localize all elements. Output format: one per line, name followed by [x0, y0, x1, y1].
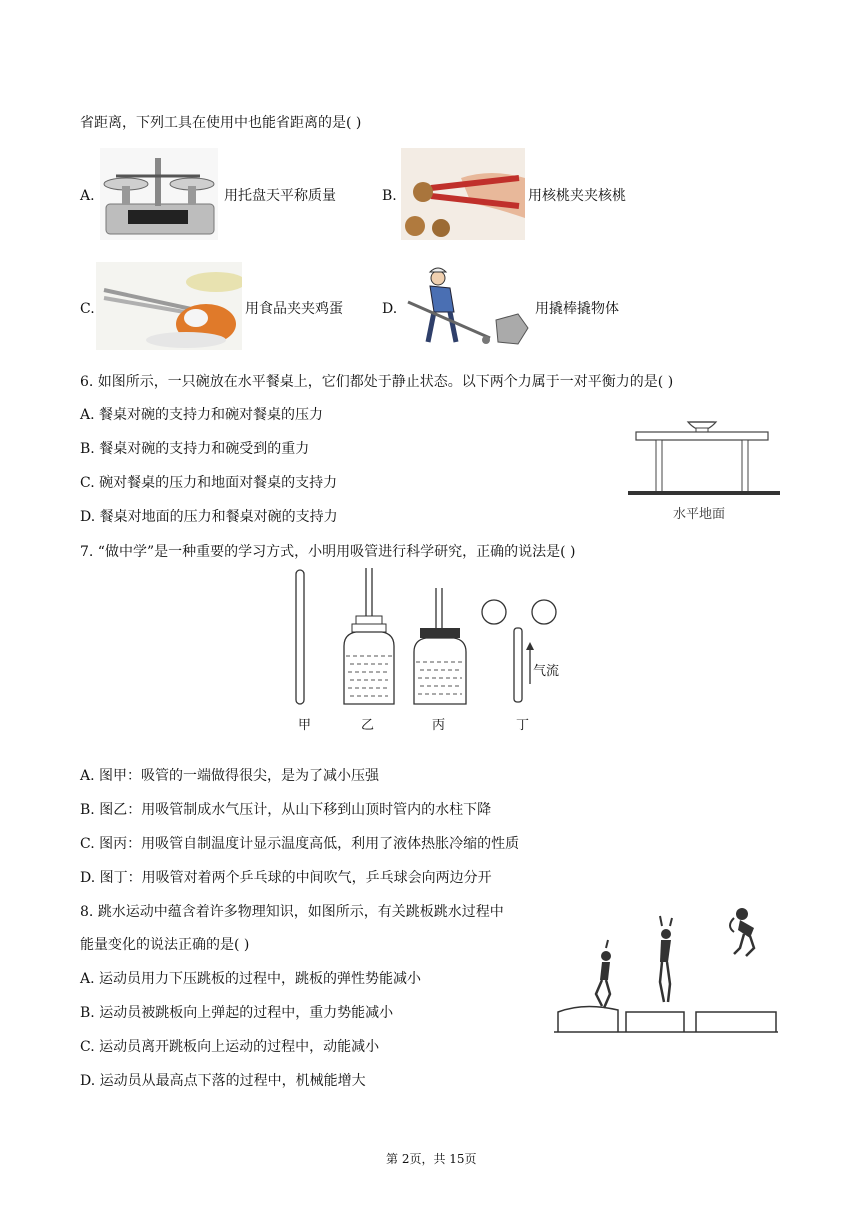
q5-option-c-text: 用食品夹夹鸡蛋 — [245, 301, 343, 317]
q7-option-a: A. 图甲：吸管的一端做得很尖，是为了减小压强 — [80, 768, 380, 784]
q8-stem-line2: 能量变化的说法正确的是( ) — [80, 937, 250, 953]
q8-option-c: C. 运动员离开跳板向上运动的过程中，动能减小 — [80, 1039, 380, 1055]
q7-option-c: C. 图丙：用吸管自制温度计显示温度高低，利用了液体热胀冷缩的性质 — [80, 836, 520, 852]
q8-option-d: D. 运动员从最高点下落的过程中，机械能增大 — [80, 1073, 366, 1089]
q6-option-b: B. 餐桌对碗的支持力和碗受到的重力 — [80, 441, 310, 457]
figure-label-bing: 丙 — [432, 718, 446, 733]
q7-option-d: D. 图丁：用吸管对着两个乒乓球的中间吹气，乒乓球会向两边分开 — [80, 870, 492, 886]
q5-option-d-letter: D. — [382, 301, 398, 317]
q5-option-b-text: 用核桃夹夹核桃 — [528, 188, 626, 204]
q5-option-d-text: 用撬棒撬物体 — [535, 301, 619, 317]
q6-option-c: C. 碗对餐桌的压力和地面对餐桌的支持力 — [80, 475, 338, 491]
figure-label-jia: 甲 — [298, 718, 312, 733]
diving-board-figure — [554, 902, 780, 1036]
q6-stem: 6. 如图所示，一只碗放在水平餐桌上，它们都处于静止状态。以下两个力属于一对平衡力的是( ) — [80, 374, 674, 390]
horizontal-ground-label: 水平地面 — [673, 507, 726, 522]
figure-label-yi: 乙 — [361, 718, 375, 733]
crowbar-worker-image — [400, 262, 530, 352]
airflow-label: 气流 — [533, 664, 560, 679]
q5-option-b-letter: B. — [382, 188, 397, 204]
figure-label-ding: 丁 — [516, 718, 530, 733]
bowl-on-table-figure — [626, 408, 782, 498]
q5-option-c-letter: C. — [80, 301, 95, 317]
q5-intro: 省距离，下列工具在使用中也能省距离的是( ) — [80, 115, 362, 131]
q8-option-a: A. 运动员用力下压跳板的过程中，跳板的弹性势能减小 — [80, 971, 422, 987]
q6-option-d: D. 餐桌对地面的压力和餐桌对碗的支持力 — [80, 509, 338, 525]
q8-option-b: B. 运动员被跳板向上弹起的过程中，重力势能减小 — [80, 1005, 394, 1021]
q8-stem-line1: 8. 跳水运动中蕴含着许多物理知识，如图所示，有关跳板跳水过程中 — [80, 904, 504, 920]
q7-option-b: B. 图乙：用吸管制成水气压计，从山下移到山顶时管内的水柱下降 — [80, 802, 492, 818]
nutcracker-image — [401, 148, 525, 240]
balance-scale-image — [98, 148, 220, 240]
q6-option-a: A. 餐桌对碗的支持力和碗对餐桌的压力 — [80, 407, 324, 423]
q5-option-a-text: 用托盘天平称质量 — [224, 188, 336, 204]
page-footer: 第 2页，共 15页 — [386, 1152, 477, 1166]
straw-experiments-figure — [280, 566, 580, 712]
food-tongs-image — [96, 262, 242, 350]
q5-option-a-letter: A. — [80, 188, 95, 204]
q7-stem: 7. “做中学”是一种重要的学习方式，小明用吸管进行科学研究，正确的说法是( ) — [80, 544, 576, 560]
